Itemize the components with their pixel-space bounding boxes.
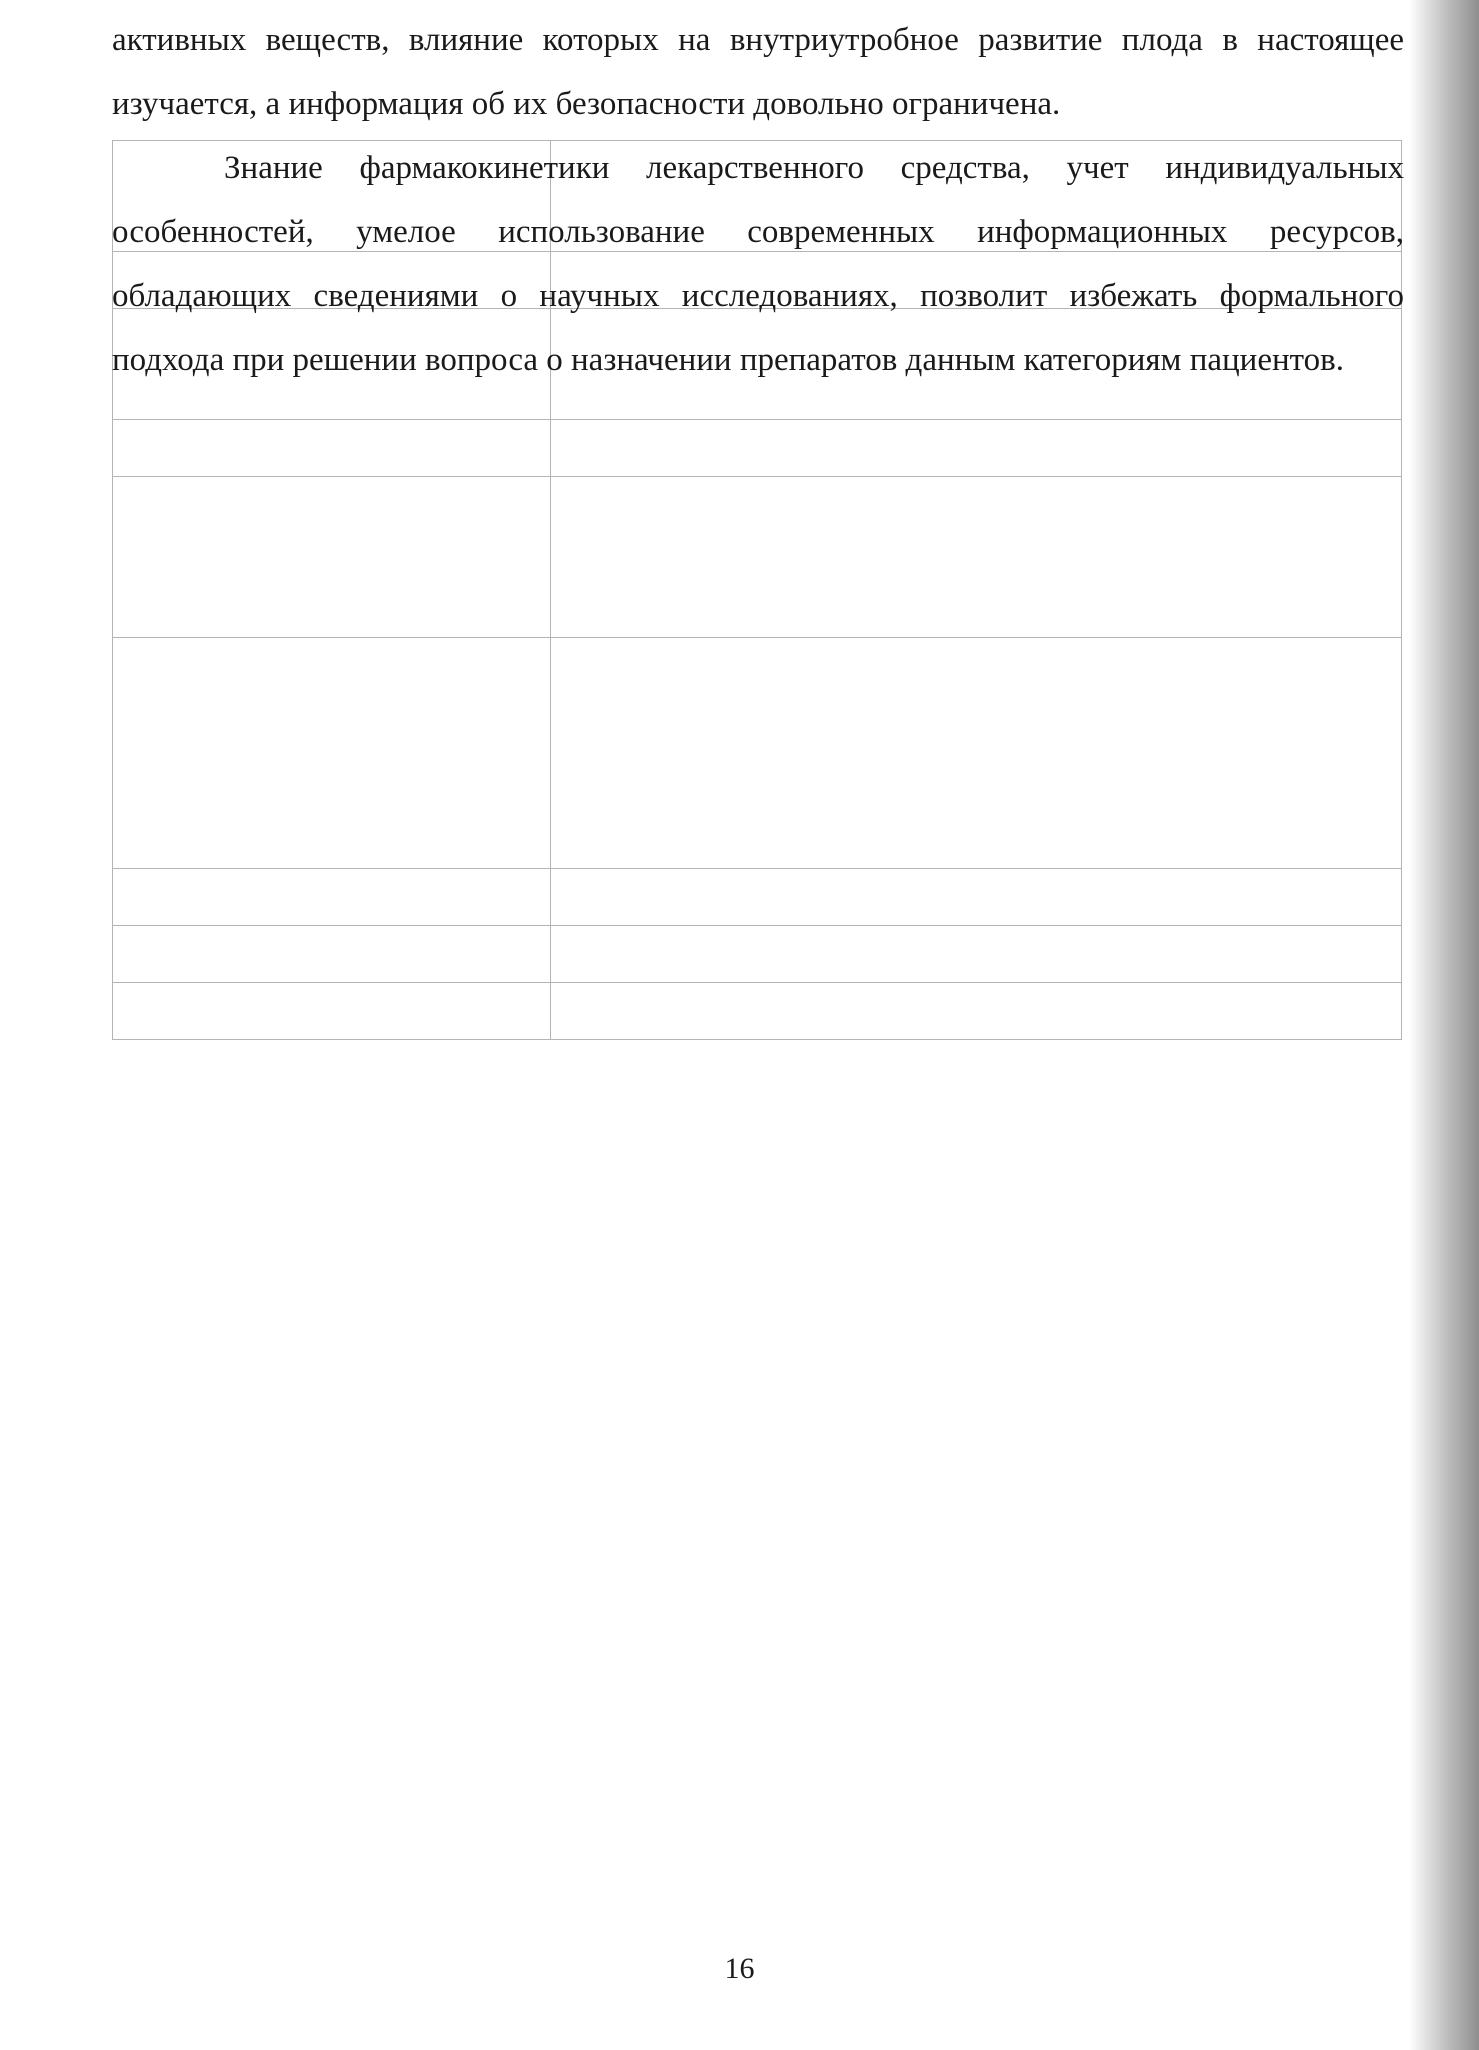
scan-shadow-edge [1409,0,1479,2050]
page-number: 16 [724,1952,755,1985]
paragraph-2: Знание фармакокинетики лекарственного средства, учет индивидуальных особенностей, умелое использование современных информационных ресурсов, обладающих сведениями о научных исследованиях, позволит избежать формального подхода при решении вопроса о назначении препаратов данным категориям пациентов. [112,150,1404,378]
paragraph-1: активных веществ, влияние которых на внутриутробное развитие плода в настоящее изучается, а информация об их безопасности довольно ограничена. [112,22,1404,122]
main-text [112,8,1404,392]
